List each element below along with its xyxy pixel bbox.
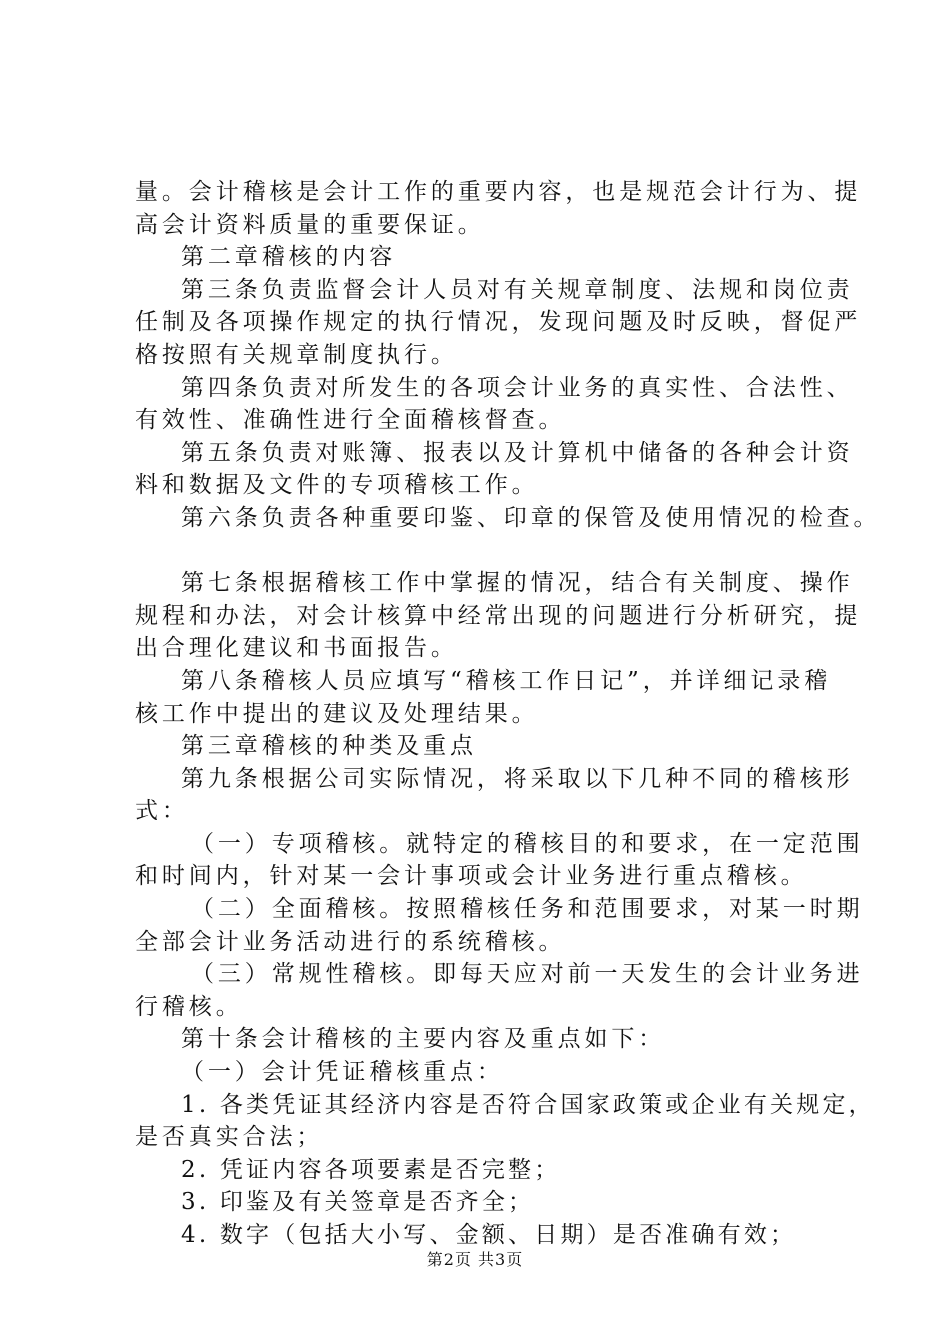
article-line: 第九条根据公司实际情况，将采取以下几种不同的稽核形 [181,765,854,792]
chapter-heading: 第二章稽核的内容 [181,244,397,271]
page-number-footer: 第2页 共3页 [426,1250,524,1269]
text-line: 规程和办法，对会计核算中经常出现的问题进行分析研究，提 [135,602,862,629]
article-line: 第四条负责对所发生的各项会计业务的真实性、合法性、 [181,374,854,401]
list-item: （三）常规性稽核。即每天应对前一天发生的会计业务进 [191,961,864,988]
text-line: 出合理化建议和书面报告。 [135,635,458,662]
text-line: 是否真实合法； [135,1124,324,1151]
article-line: 第三条负责监督会计人员对有关规章制度、法规和岗位责 [181,276,854,303]
text-line: 式： [135,798,189,825]
text-line: 任制及各项操作规定的执行情况，发现问题及时反映，督促严 [135,309,862,336]
text-line: 行稽核。 [135,993,243,1020]
text-line: 有效性、准确性进行全面稽核督查。 [135,407,566,434]
list-item: （一）会计凭证稽核重点： [181,1059,504,1086]
article-line: 第六条负责各种重要印鉴、印章的保管及使用情况的检查。 [181,504,881,531]
text-line: 格按照有关规章制度执行。 [135,341,458,368]
article-line: 第五条负责对账簿、报表以及计算机中储备的各种会计资 [181,439,854,466]
paragraph-gap [135,535,835,568]
numbered-item: 1. 各类凭证其经济内容是否符合国家政策或企业有关规定， [181,1091,875,1118]
numbered-item: 3. 印鉴及有关签章是否齐全； [181,1189,535,1216]
text-line: 量。会计稽核是会计工作的重要内容，也是规范会计行为、提 [135,179,862,205]
numbered-item: 4. 数字（包括大小写、金额、日期）是否准确有效； [181,1222,797,1248]
text-line: 料和数据及文件的专项稽核工作。 [135,472,539,499]
text-line: 全部会计业务活动进行的系统稽核。 [135,928,566,955]
article-line: 第十条会计稽核的主要内容及重点如下： [181,1026,666,1053]
text-line: 和时间内，针对某一会计事项或会计业务进行重点稽核。 [135,863,808,890]
numbered-item: 2. 凭证内容各项要素是否完整； [181,1156,561,1183]
list-item: （一）专项稽核。就特定的稽核目的和要求，在一定范围 [191,830,864,857]
article-line: 第七条根据稽核工作中掌握的情况，结合有关制度、操作 [181,570,854,597]
list-item: （二）全面稽核。按照稽核任务和范围要求，对某一时期 [191,896,864,923]
article-line: 第八条稽核人员应填写“稽核工作日记”，并详细记录稽 [181,667,832,694]
text-line: 核工作中提出的建议及处理结果。 [135,700,539,727]
document-body [135,176,881,1252]
text-line: 高会计资料质量的重要保证。 [135,211,485,238]
chapter-heading: 第三章稽核的种类及重点 [181,733,477,760]
